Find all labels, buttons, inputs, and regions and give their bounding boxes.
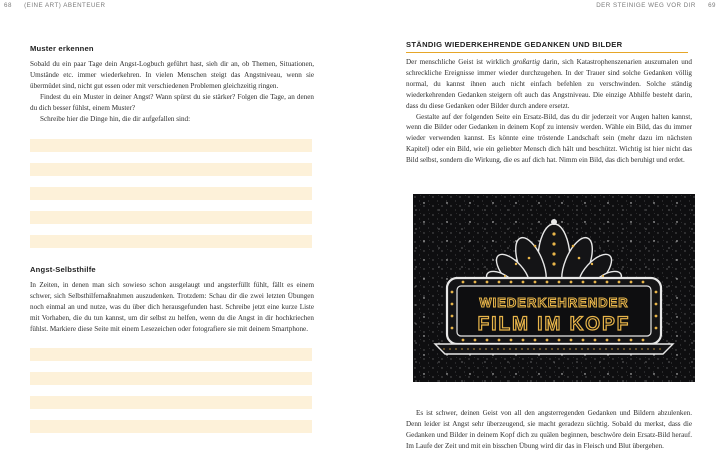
- gedanken-closing: [406, 408, 692, 452]
- marquee-line-2: FILM IM KOPF: [477, 314, 631, 335]
- gedanken-paragraph-2: Gestalte auf der folgenden Seite ein Ersatz-Bild, das du dir jederzeit vor Augen halten kannst, wenn die Bilder oder Gedanken in deinem Kopf zu intensiv werden. Wähle ein Bild, das du immer wieder verwenden kannst. Es könnte eine tröstende Landschaft sein (mehr dazu im nächsten Kapitel) oder ein Bild, wie ein geliebter Mensch dich hält und beschützt. Wichtig ist hier nicht das Bild selbst, sondern die Wirkung, die es auf dich hat. Nimm ein Bild, das dich beruhigt und erdet.: [406, 112, 692, 165]
- gedanken-paragraph-1: [406, 57, 692, 112]
- gedanken-p1-start: Der menschliche Geist ist wirklich: [406, 58, 513, 66]
- writing-line[interactable]: [30, 211, 312, 224]
- marquee-line-1: WIEDERKEHRENDER: [479, 295, 629, 310]
- selbsthilfe-section: [30, 265, 314, 335]
- right-running-header: [596, 2, 716, 9]
- muster-section: [30, 44, 314, 124]
- writing-line[interactable]: [30, 235, 312, 248]
- muster-writing-lines: [30, 139, 312, 259]
- muster-paragraph-2: Findest du ein Muster in deiner Angst? Wann spürst du sie stärker? Folgen die Tage, an denen du dich besser fühlst, einem Muster?: [30, 92, 314, 112]
- right-running-title: DER STEINIGE WEG VOR DIR: [596, 2, 696, 9]
- gedanken-title: STÄNDIG WIEDERKEHRENDE GEDANKEN UND BILDER: [406, 40, 688, 53]
- muster-title: Muster erkennen: [30, 44, 94, 53]
- marquee-illustration: [413, 194, 695, 382]
- right-page-number: 69: [708, 2, 716, 9]
- left-running-title: (EINE ART) ABENTEUER: [24, 2, 106, 9]
- left-running-header: [4, 2, 106, 9]
- writing-line[interactable]: [30, 163, 312, 176]
- gedanken-p1-end: darin, sich Katastrophenszenarien auszumalen und schreckliche Ereignisse immer wieder durchzugehen. In der Trauer sind solche Gedanken völlig normal, du kannst ihnen auch nicht einfach befehlen zu verschwinden. Solche ständig wiederkehrenden Gedanken steigern oft auch das Angstniveau. Die einzige Abhilfe besteht darin, dass du diese Gedanken oder Bilder durch andere ersetzt.: [406, 58, 692, 110]
- writing-line[interactable]: [30, 420, 312, 433]
- left-page-number: 68: [4, 2, 12, 9]
- selbsthilfe-title: Angst-Selbsthilfe: [30, 265, 96, 274]
- gedanken-section: [406, 57, 692, 166]
- muster-paragraph-1: Sobald du ein paar Tage dein Angst-Logbuch geführt hast, sieh dir an, ob Themen, Situationen, Umstände etc. immer wiederkehren. In vielen Menschen steigt das Angstniveau, wenn sie übermüdet sind, nicht gut essen oder mit verschiedenen Problemen gleichzeitig ringen.: [30, 60, 314, 90]
- writing-line[interactable]: [30, 396, 312, 409]
- muster-paragraph-3: Schreibe hier die Dinge hin, die dir aufgefallen sind:: [40, 114, 191, 123]
- selbsthilfe-paragraph: In Zeiten, in denen man sich sowieso schon ausgelaugt und angsterfüllt fühlt, fällt es einem schwer, sich Selbsthilfemaßnahmen auszudenken. Trotzdem: Schau dir die zwei letzten Übungen noch einmal an und nutze, was du über dich herausgefunden hast. Schreibe jetzt eine kurze Liste mit Vorhaben, die du tun kannst, um dir selbst zu helfen, wenn du die Angst in dir hochkriechen fühlst. Markiere diese Seite mit einem Lesezeichen oder fotografiere sie mit deinem Smartphone.: [30, 281, 314, 333]
- marquee-svg: [413, 194, 695, 382]
- gedanken-p1-emphasis: großartig: [512, 58, 540, 66]
- gedanken-paragraph-3: Es ist schwer, deinen Geist von all den angsterregenden Gedanken und Bildern abzulenken. Denn leider ist Angst sehr überzeugend, sie macht geradezu süchtig. Sobald du merkst, dass die Gedanken und Bilder in deinem Kopf dich zu quälen beginnen, beschwöre dein Ersatz-Bild herauf. Im Laufe der Zeit und mit ein bisschen Übung wird dir das in Fleisch und Blut übergehen.: [406, 409, 692, 450]
- writing-line[interactable]: [30, 348, 312, 361]
- writing-line[interactable]: [30, 139, 312, 152]
- selbsthilfe-writing-lines: [30, 348, 312, 444]
- writing-line[interactable]: [30, 187, 312, 200]
- writing-line[interactable]: [30, 372, 312, 385]
